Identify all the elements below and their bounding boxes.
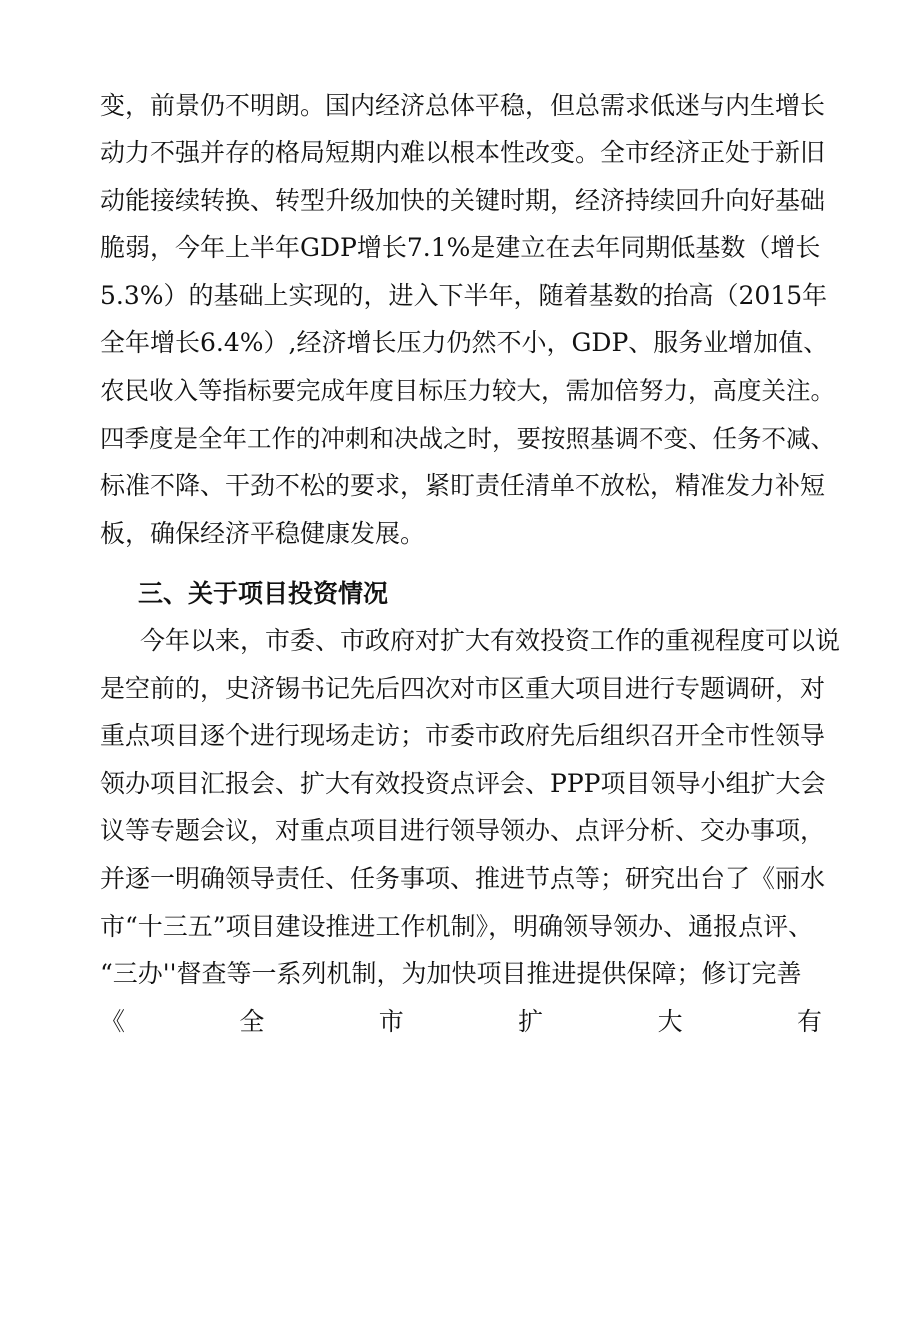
line-9-char-3: 市 — [378, 1007, 404, 1036]
paragraph-2-line-4: 领办项目汇报会、扩大有效投资点评会、PPP项目领导小组扩大会 — [100, 769, 826, 798]
paragraph-1-line-3: 动能接续转换、转型升级加快的关键时期，经济持续回升向好基础 — [100, 186, 826, 215]
paragraph-2-line-9 — [100, 1002, 822, 1042]
paragraph-1-line-6: 全年增长6.4%）,经济增长压力仍然不小，GDP、服务业增加值、 — [100, 328, 829, 357]
paragraph-2-line-5: 议等专题会议，对重点项目进行领导领办、点评分析、交办事项， — [100, 816, 826, 845]
paragraph-2-line-6: 并逐一明确领导责任、任务事项、推进节点等；研究出台了《丽水 — [100, 864, 826, 893]
section-heading: 三、关于项目投资情况 — [138, 579, 389, 608]
line-9-char-1: 《 — [100, 1007, 126, 1036]
paragraph-1-line-4: 脆弱，今年上半年GDP增长7.1%是建立在去年同期低基数（增长 — [100, 233, 821, 262]
line-9-char-5: 大 — [657, 1007, 683, 1036]
paragraph-1-line-1: 变，前景仍不明朗。国内经济总体平稳，但总需求低迷与内生增长 — [100, 91, 826, 120]
paragraph-2-line-2: 是空前的，史济锡书记先后四次对市区重大项目进行专题调研，对 — [100, 674, 826, 703]
paragraph-1-line-5: 5.3%）的基础上实现的，进入下半年，随着基数的抬高（2015年 — [100, 281, 828, 310]
paragraph-2-line-1: 今年以来，市委、市政府对扩大有效投资工作的重视程度可以说 — [140, 626, 841, 655]
paragraph-2-line-7: 市“十三五”项目建设推进工作机制》，明确领导领办、通报点评、 — [100, 912, 814, 941]
paragraph-1-line-9: 标准不降、干劲不松的要求，紧盯责任清单不放松，精准发力补短 — [100, 471, 826, 500]
line-9-char-6: 有 — [796, 1007, 822, 1036]
line-9-char-4: 扩 — [518, 1007, 544, 1036]
paragraph-1-line-10: 板，确保经济平稳健康发展。 — [100, 519, 426, 548]
paragraph-1-line-7: 农民收入等指标要完成年度目标压力较大，需加倍努力，高度关注。 — [100, 376, 835, 405]
paragraph-2-line-3: 重点项目逐个进行现场走访；市委市政府先后组织召开全市性领导 — [100, 721, 826, 750]
paragraph-1-line-2: 动力不强并存的格局短期内难以根本性改变。全市经济正处于新旧 — [100, 138, 826, 167]
line-9-char-2: 全 — [239, 1007, 265, 1036]
paragraph-1-line-8: 四季度是全年工作的冲刺和决战之时，要按照基调不变、任务不减、 — [100, 424, 835, 453]
paragraph-2-line-8: “三办''督查等一系列机制，为加快项目推进提供保障；修订完善 — [100, 959, 802, 988]
